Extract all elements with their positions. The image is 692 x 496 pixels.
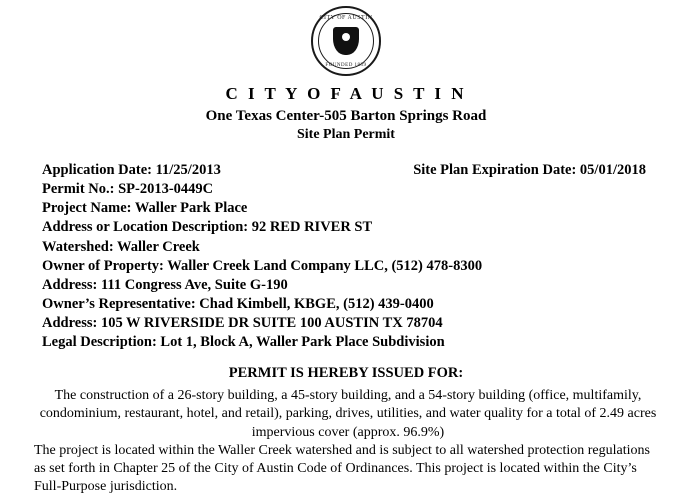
watershed: Watershed: Waller Creek [42,238,200,255]
permit-number: Permit No.: SP-2013-0449C [42,181,214,198]
application-date: Application Date: 11/25/2013 [42,162,221,178]
permit-notice: The project is located within the Waller Creek watershed and is subject to all watershed protection regulations as set forth in Chapter 25 of the City of Austin Code of Ordinances. This project is located within the City’s Full-Purpose jurisdiction. [34,442,650,495]
address-description: Address or Location Description: 92 RED RIVER ST [42,219,373,236]
city-seal-icon [311,6,381,76]
owner-of-property: Owner of Property: Waller Creek Land Company LLC, (512) 478-8300 [42,257,483,274]
permit-description: The construction of a 26-story building, a 45-story building, and a 54-story building (office, multifamily, condominium, restaurant, hotel, and retail), parking, drives, utilities, and water quality for a total of 2.49 acres impervious cover (approx. 96.9%) [39,388,657,440]
representative-address: Address: 105 W RIVERSIDE DR SUITE 100 AUSTIN TX 78704 [42,315,443,331]
seal-container [0,0,692,76]
page-title: C I T Y O F A U S T I N [225,84,467,103]
seal-bottom-text: FOUNDED 1839 [325,63,367,68]
seal-top-text: CITY OF AUSTIN [319,15,373,21]
legal-description: Legal Description: Lot 1, Block A, Waller Park Place Subdivision [42,334,445,351]
owner-representative: Owner’s Representative: Chad Kimbell, KBGE, (512) 439-0400 [42,295,434,312]
permit-issued-heading: PERMIT IS HEREBY ISSUED FOR: [228,365,464,382]
permit-body [0,387,692,496]
permit-fields [0,161,692,352]
expiration-date: Site Plan Expiration Date: 05/01/2018 [413,162,646,178]
document-type: Site Plan Permit [297,127,395,142]
owner-address: Address: 111 Congress Ave, Suite G-190 [42,276,288,293]
seal-shield-icon [333,27,359,55]
office-address: One Texas Center-505 Barton Springs Road [205,108,487,124]
field-row [42,161,664,180]
project-name: Project Name: Waller Park Place [42,200,248,217]
